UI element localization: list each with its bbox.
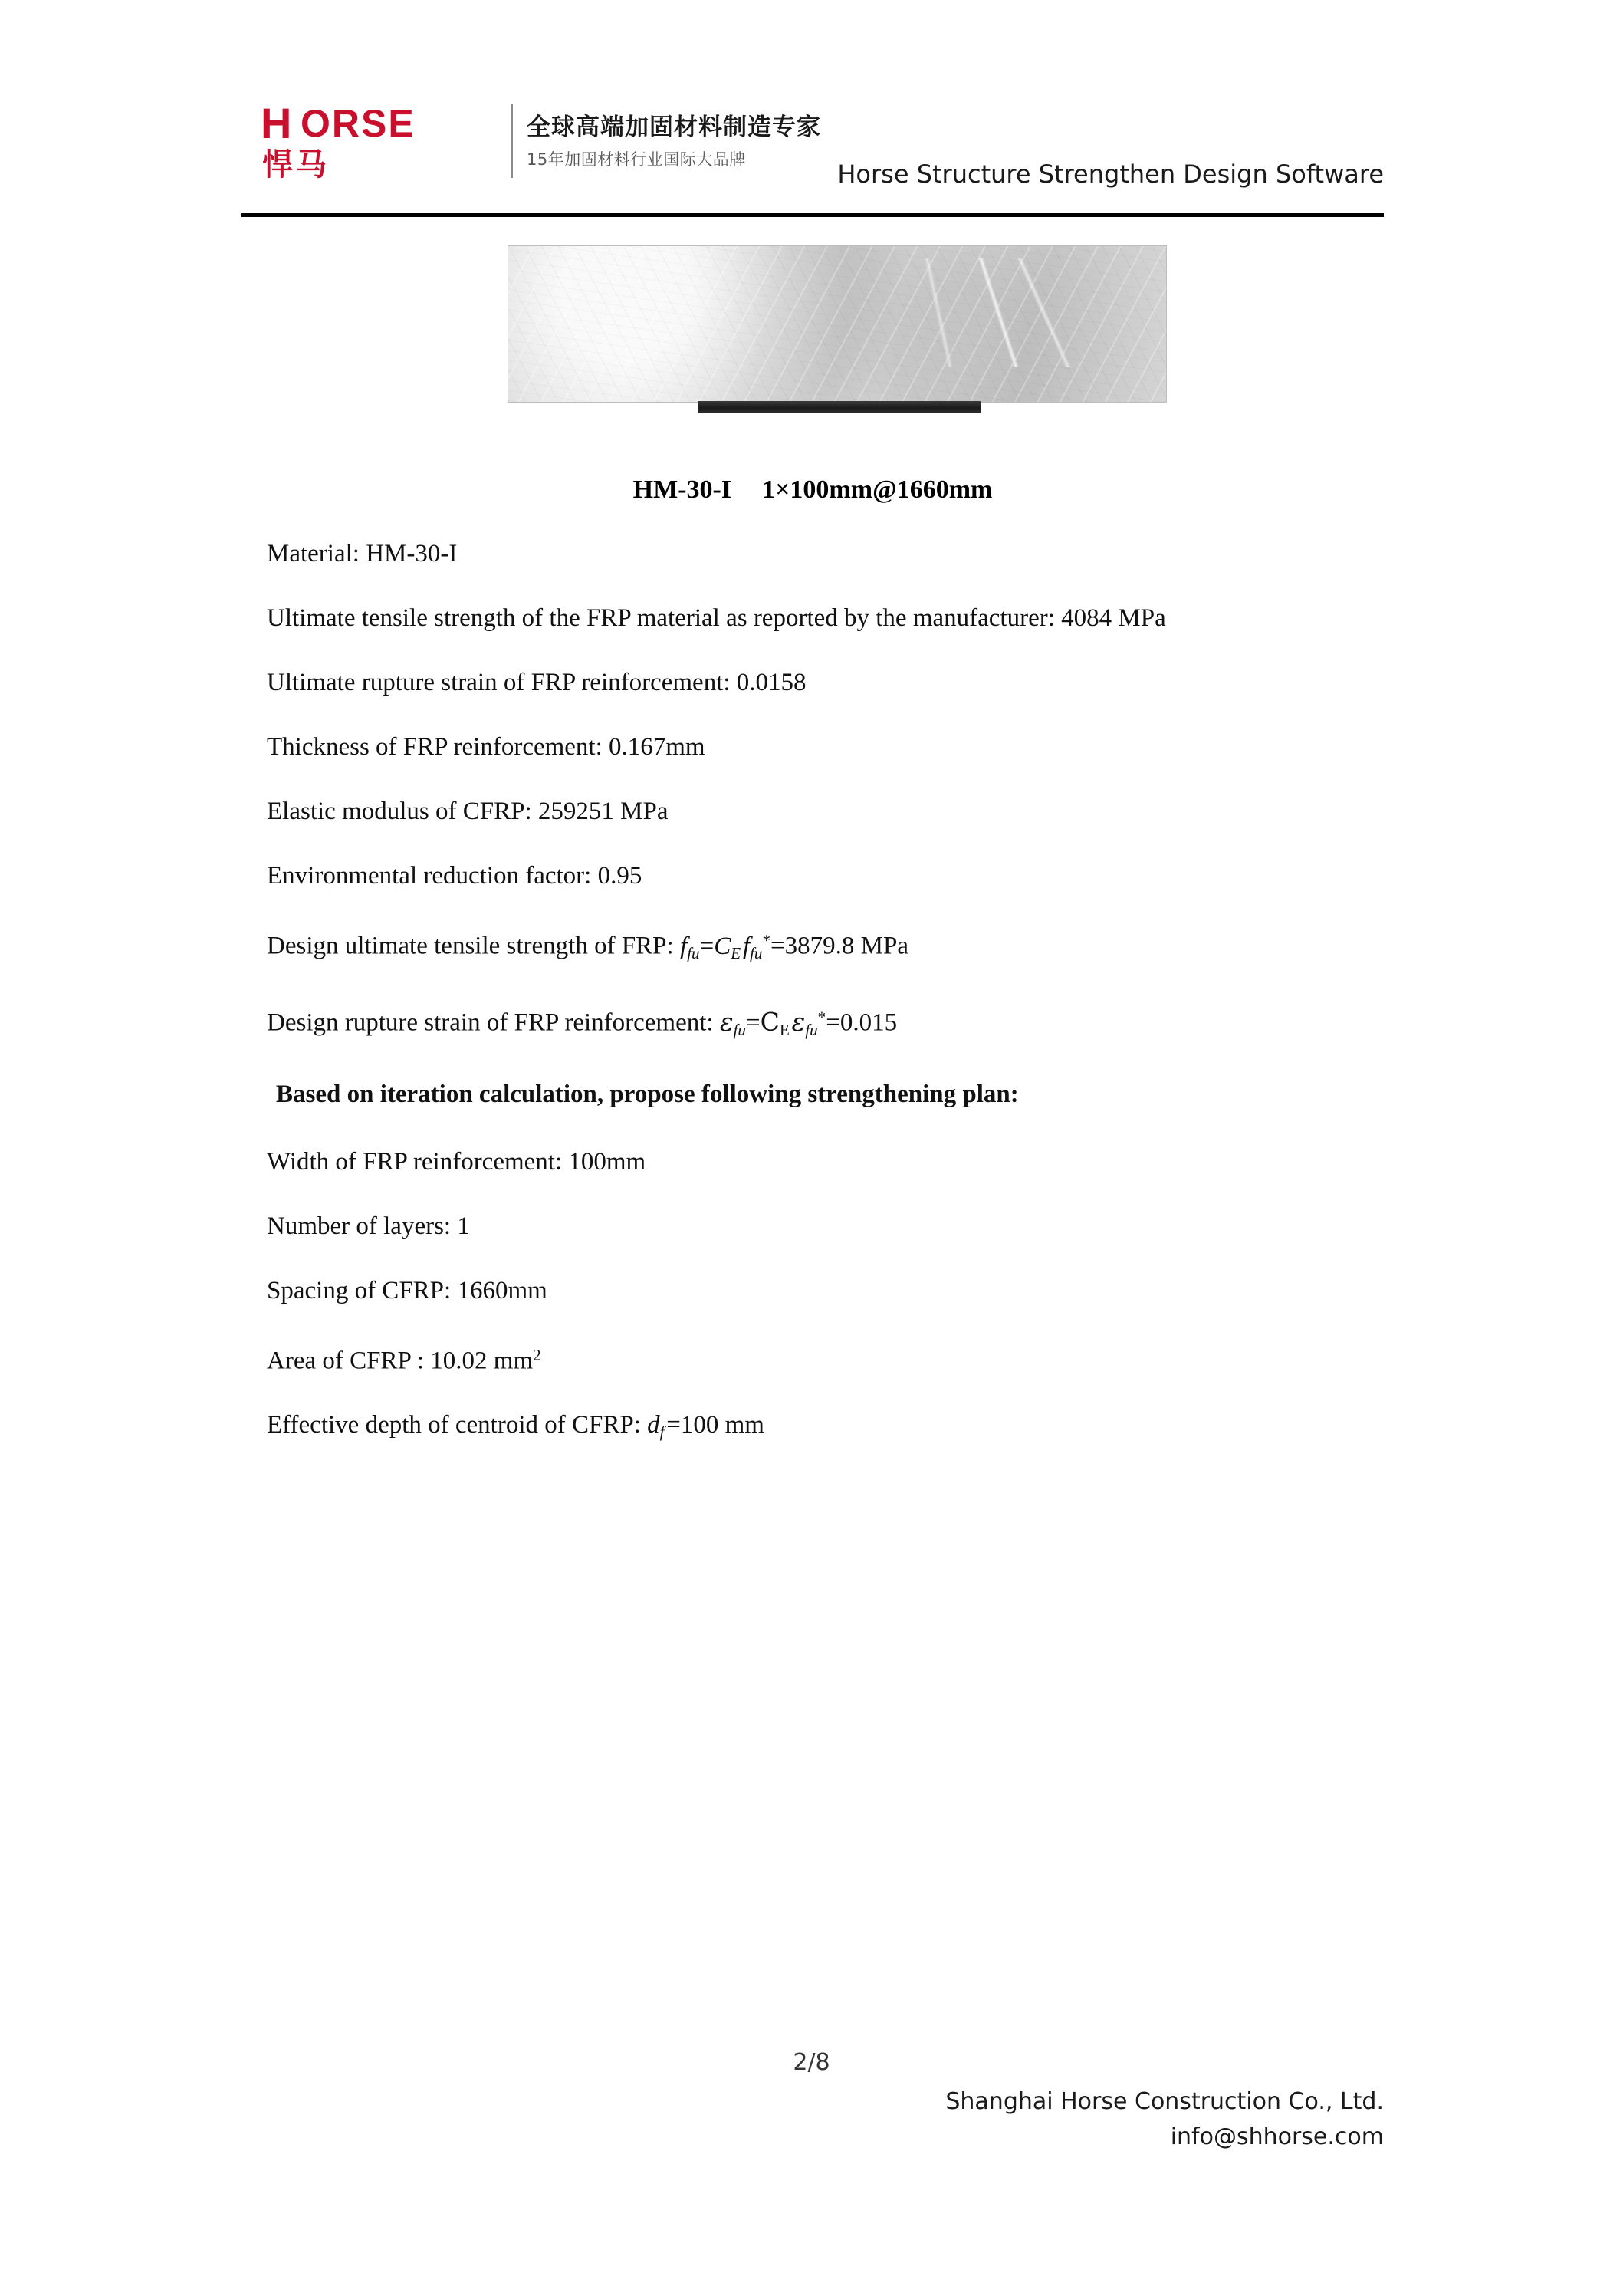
logo-tagline-cn: 全球高端加固材料制造专家 <box>527 113 821 141</box>
thickness-value: 0.167mm <box>609 733 705 761</box>
paragraph-effective-depth <box>267 1408 1386 1449</box>
design-strength-value: =3879.8 MPa <box>770 932 908 960</box>
rupture-strain-value: 0.0158 <box>736 669 807 696</box>
env-reduction-value: 0.95 <box>597 862 642 890</box>
rupture-strain-label: Ultimate rupture strain of FRP reinforcement: <box>267 669 737 696</box>
material-label: Material: <box>267 540 366 567</box>
footer-company: Shanghai Horse Construction Co., Ltd. <box>945 2088 1384 2115</box>
depth-label: Effective depth of centroid of CFRP: <box>267 1411 648 1439</box>
layers-label: Number of layers: <box>267 1212 458 1240</box>
concrete-surface-photo <box>508 245 1167 403</box>
width-label: Width of FRP reinforcement: <box>267 1147 569 1176</box>
logo-divider <box>511 104 513 178</box>
strengthening-plan-heading: Based on iteration calculation, propose following strengthening plan: <box>276 1080 1019 1108</box>
paragraph-design-rupture-strain <box>267 1000 1386 1046</box>
depth-value: =100 mm <box>666 1411 764 1439</box>
footer-email: info@shhorse.com <box>1170 2123 1384 2150</box>
document-body <box>267 537 1386 1479</box>
page-number: 2/8 <box>793 2049 830 2076</box>
spacing-value: 1660mm <box>457 1276 547 1304</box>
figure-caption-product: HM-30-I <box>632 475 732 504</box>
material-value: HM-30-I <box>366 540 458 567</box>
env-reduction-label: Environmental reduction factor: <box>267 862 598 890</box>
logo-horse-text: ORSE <box>301 102 416 145</box>
figure-caption <box>241 475 1384 505</box>
depth-symbol: $d_f$ <box>647 1411 665 1442</box>
figure-caption-spec: 1×100mm@1660mm <box>762 475 993 504</box>
logo-h-mark-icon: H <box>261 99 292 147</box>
header-divider-rule <box>241 213 1384 217</box>
ultimate-tensile-label: Ultimate tensile strength of the FRP material as reported by the manufacturer: <box>267 604 1062 632</box>
thickness-label: Thickness of FRP reinforcement: <box>267 733 609 761</box>
paragraph-frp-width <box>267 1145 1386 1179</box>
width-value: 100mm <box>568 1147 646 1176</box>
paragraph-ultimate-tensile-strength <box>267 601 1386 635</box>
layers-value: 1 <box>457 1212 470 1240</box>
paragraph-elastic-modulus <box>267 794 1386 828</box>
spacing-label: Spacing of CFRP: <box>267 1276 458 1304</box>
page-footer <box>945 2084 1384 2155</box>
paragraph-environmental-reduction-factor <box>267 859 1386 893</box>
design-strain-formula: $\varepsilon_{fu}=C_E$ $\varepsilon_{fu}^*$ <box>719 1007 826 1039</box>
area-exponent: 2 <box>533 1345 541 1364</box>
logo-tagline-sub: 15年加固材料行业国际大品牌 <box>527 150 746 169</box>
paragraph-spacing <box>267 1274 1386 1308</box>
design-strength-formula: $f_{fu}=C_E$ $f_{fu}^*$ <box>679 931 771 962</box>
logo-chinese-name: 悍马 <box>262 147 330 183</box>
design-strength-label: Design ultimate tensile strength of FRP: <box>267 932 680 960</box>
paragraph-material <box>267 537 1386 571</box>
paragraph-area <box>267 1338 1386 1378</box>
page-header <box>241 100 1384 215</box>
software-title: Horse Structure Strengthen Design Software <box>837 160 1384 189</box>
area-label: Area of CFRP : <box>267 1347 431 1375</box>
elastic-modulus-value: 259251 MPa <box>537 798 669 825</box>
ultimate-tensile-value: 4084 MPa <box>1061 604 1166 632</box>
area-value: 10.02 mm <box>430 1347 534 1375</box>
logo-wordmark <box>261 99 491 183</box>
design-strain-label: Design rupture strain of FRP reinforcement: <box>267 1009 720 1037</box>
cfrp-strip-bar <box>698 401 981 413</box>
paragraph-ultimate-rupture-strain <box>267 666 1386 699</box>
paragraph-thickness <box>267 730 1386 764</box>
paragraph-number-of-layers <box>267 1209 1386 1243</box>
cfrp-strip-figure <box>508 245 1167 422</box>
elastic-modulus-label: Elastic modulus of CFRP: <box>267 798 538 825</box>
design-strain-value: =0.015 <box>826 1009 898 1037</box>
horse-logo <box>261 100 506 192</box>
paragraph-design-ultimate-tensile-strength <box>267 923 1386 969</box>
